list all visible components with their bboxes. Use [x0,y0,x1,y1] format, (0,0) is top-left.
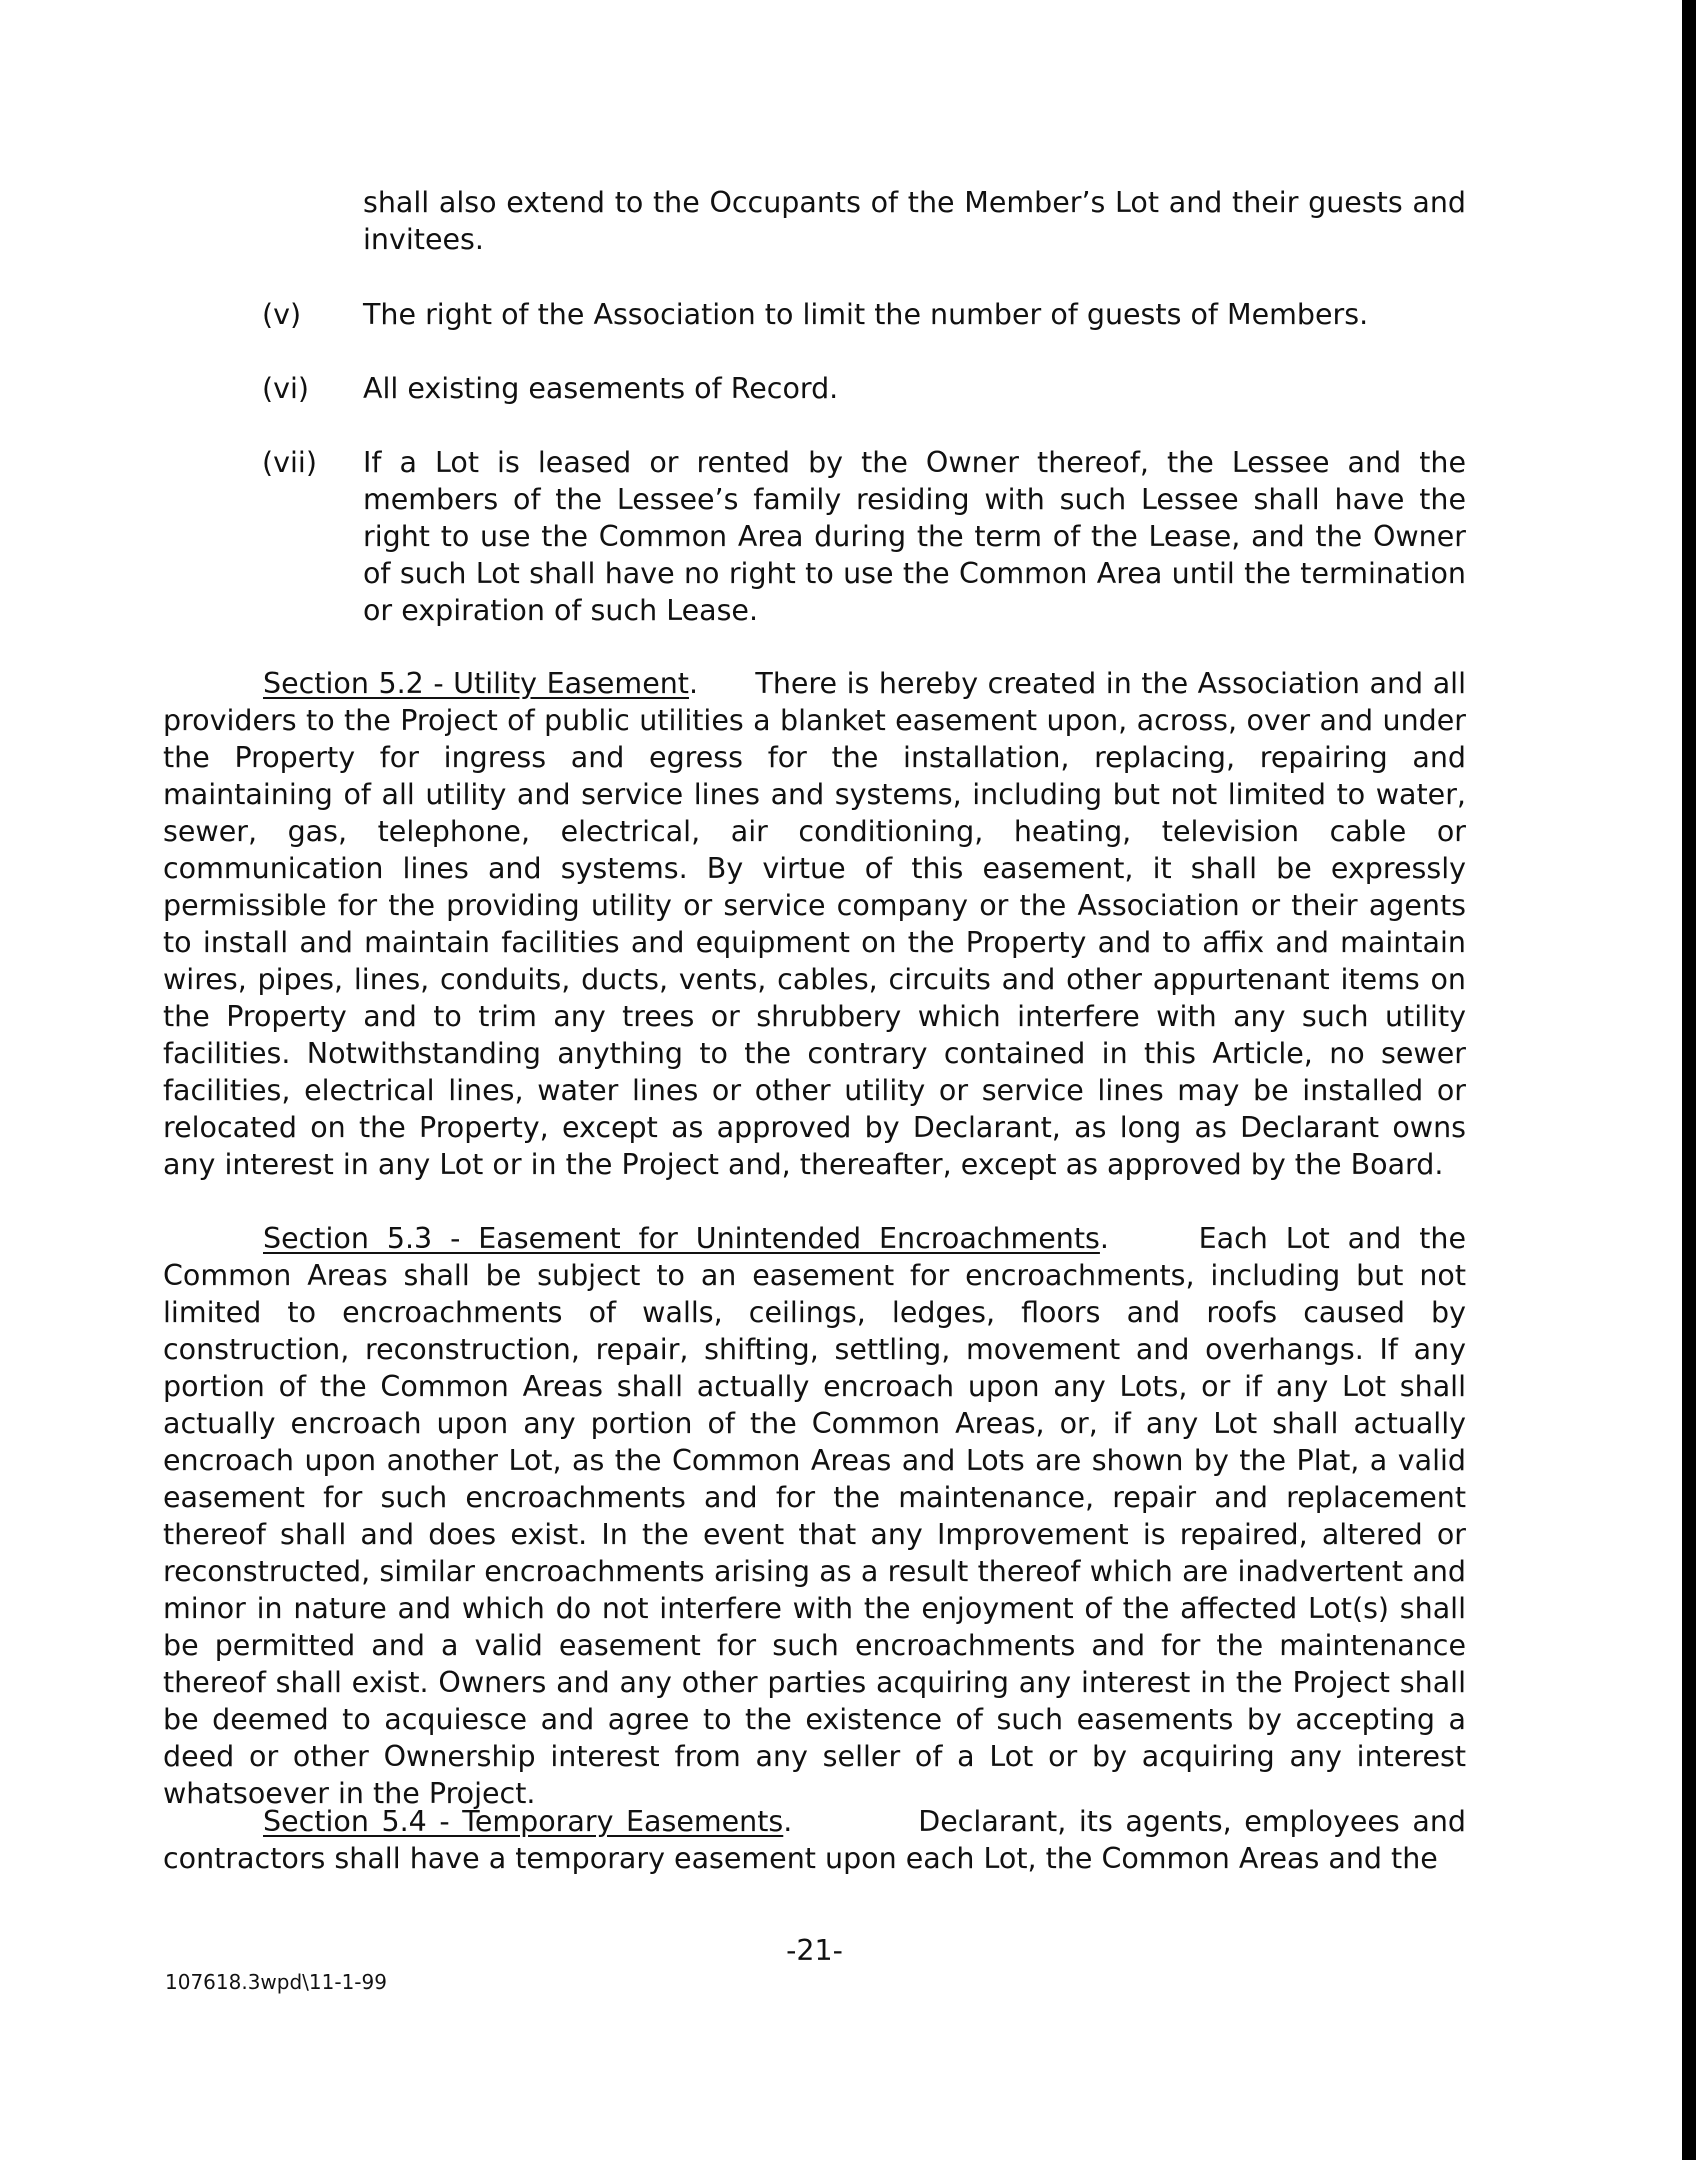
list-item-text: If a Lot is leased or rented by the Owner thereof, the Lessee and the members of the Lessee’s family residing with such Lessee shall have the right to use the Common Area during the term of the Lease, and the Owner of such Lot shall have no right to use the Common Area until the termination or expiration of such Lease. [363,446,1466,627]
section-5-4-paragraph: Section 5.4 - Temporary Easements. Declarant, its agents, employees and contractors shall have a temporary easement upon each Lot, the Common Areas and the [163,1805,1466,1875]
section-5-2-paragraph: Section 5.2 - Utility Easement. There is hereby created in the Association and all providers to the Project of public utilities a blanket easement upon, across, over and under the Property for ingress and egress for the installation, replacing, repairing and maintaining of all utility and service lines and systems, including but not limited to water, sewer, gas, telephone, electrical, air conditioning, heating, television cable or communication lines and systems. By virtue of this easement, it shall be expressly permissible for the providing utility or service company or the Association or their agents to install and maintain facilities and equipment on the Property and to affix and maintain wires, pipes, lines, conduits, ducts, vents, cables, circuits and other appurtenant items on the Property and to trim any trees or shrubbery which interfere with any such utility facilities. Notwithstanding anything to the contrary contained in this Article, no sewer facilities, electrical lines, water lines or other utility or service lines may be installed or relocated on the Property, except as approved by Declarant, as long as Declarant owns any interest in any Lot or in the Project and, thereafter, except as approved by the Board. [163,667,1466,1181]
document-id-footer: 107618.3wpd\11-1-99 [165,1970,387,1994]
list-item-text: The right of the Association to limit the number of guests of Members. [363,298,1369,331]
section-5-3-paragraph: Section 5.3 - Easement for Unintended Encroachments. Each Lot and the Common Areas shall be subject to an easement for encroachments, including but not limited to encroachments of walls, ceilings, ledges, floors and roofs caused by construction, reconstruction, repair, shifting, settling, movement and overhangs. If any portion of the Common Areas shall actually encroach upon any Lots, or if any Lot shall actually encroach upon any portion of the Common Areas, or, if any Lot shall actually encroach upon another Lot, as the Common Areas and Lots are shown by the Plat, a valid easement for such encroachments and for the maintenance, repair and replacement thereof shall and does exist. In the event that any Improvement is repaired, altered or reconstructed, similar encroachments arising as a result thereof which are inadvertent and minor in nature and which do not interfere with the enjoyment of the affected Lot(s) shall be permitted and a valid easement for such encroachments and for the maintenance thereof shall exist. Owners and any other parties acquiring any interest in the Project shall be deemed to acquiesce and agree to the existence of such easements by accepting a deed or other Ownership interest from any seller of a Lot or by acquiring any interest whatsoever in the Project. [163,1222,1467,1810]
list-item-text: All existing easements of Record. [363,372,839,405]
section-heading: Section 5.3 - Easement for Unintended Encroachments [263,1222,1100,1255]
section-heading: Section 5.4 - Temporary Easements [263,1805,784,1838]
section-body: Declarant, its agents, employees and contractors shall have a temporary easement upon each Lot, the Common Areas and the [163,1805,1466,1875]
section-body: Each Lot and the Common Areas shall be subject to an easement for encroachments, including but not limited to encroachments of walls, ceilings, ledges, floors and roofs caused by construction, reconstruction, repair, shifting, settling, movement and overhangs. If any portion of the Common Areas shall actually encroach upon any Lots, or if any Lot shall actually encroach upon any portion of the Common Areas, or, if any Lot shall actually encroach upon another Lot, as the Common Areas and Lots are shown by the Plat, a valid easement for such encroachments and for the maintenance, repair and replacement thereof shall and does exist. In the event that any Improvement is repaired, altered or reconstructed, similar encroachments arising as a result thereof which are inadvertent and minor in nature and which do not interfere with the enjoyment of the affected Lot(s) shall be permitted and a valid easement for such encroachments and for the maintenance thereof shall exist. Owners and any other parties acquiring any interest in the Project shall be deemed to acquiesce and agree to the existence of such easements by accepting a deed or other Ownership interest from any seller of a Lot or by acquiring any interest whatsoever in the Project. [163,1222,1467,1810]
section-heading: Section 5.2 - Utility Easement [263,667,689,700]
continuation-paragraph: shall also extend to the Occupants of the Member’s Lot and their guests and invitees. [363,186,1466,256]
scan-edge-border [1682,0,1696,2160]
list-item-number: (vi) [262,372,310,405]
page-number: -21- [786,1934,843,1967]
section-body: There is hereby created in the Association and all providers to the Project of public utilities a blanket easement upon, across, over and under the Property for ingress and egress for the installation, replacing, repairing and maintaining of all utility and service lines and systems, including but not limited to water, sewer, gas, telephone, electrical, air conditioning, heating, television cable or communication lines and systems. By virtue of this easement, it shall be expressly permissible for the providing utility or service company or the Association or their agents to install and maintain facilities and equipment on the Property and to affix and maintain wires, pipes, lines, conduits, ducts, vents, cables, circuits and other appurtenant items on the Property and to trim any trees or shrubbery which interfere with any such utility facilities. Notwithstanding anything to the contrary contained in this Article, no sewer facilities, electrical lines, water lines or other utility or service lines may be installed or relocated on the Property, except as approved by Declarant, as long as Declarant owns any interest in any Lot or in the Project and, thereafter, except as approved by the Board. [163,667,1466,1181]
list-item-number: (vii) [262,446,317,479]
list-item-number: (v) [262,298,302,331]
